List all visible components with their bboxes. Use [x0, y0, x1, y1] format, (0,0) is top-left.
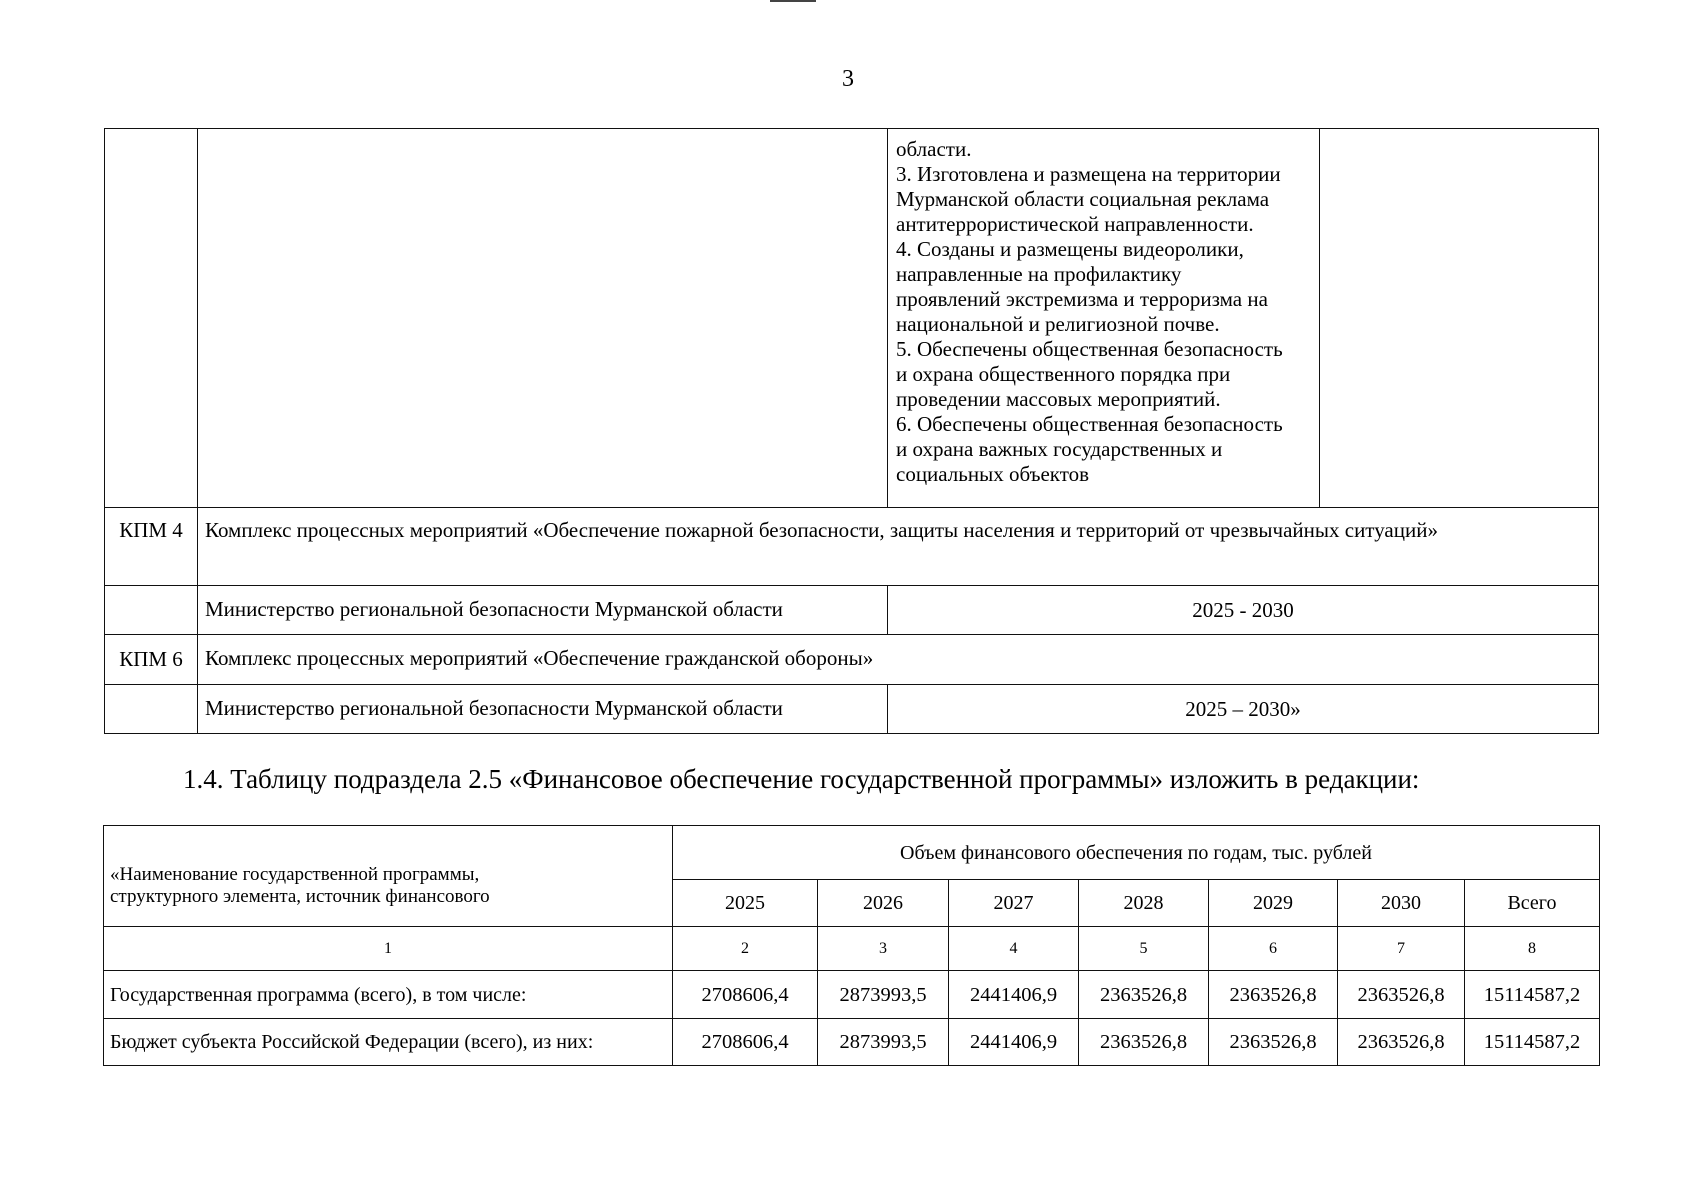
empty-code-cell [105, 586, 198, 635]
result-line: проявлений экстремизма и терроризма на [896, 287, 1268, 311]
instruction-paragraph: 1.4. Таблицу подраздела 2.5 «Финансовое обеспечение государственной программы» изложить в редакции: [183, 764, 1420, 794]
kpm6-title-row [105, 635, 1599, 685]
column-number: 3 [818, 927, 949, 971]
value-cell: 2363526,8 [1209, 1019, 1338, 1066]
empty-code-cell [105, 129, 198, 508]
row-label: Бюджет субъекта Российской Федерации (всего), из них: [104, 1019, 673, 1066]
page-number: 3 [842, 66, 854, 92]
year-header: 2026 [818, 880, 949, 927]
kpm6-code: КПМ 6 [105, 635, 198, 685]
value-cell: 2441406,9 [949, 971, 1079, 1019]
kpm4-responsible: Министерство региональной безопасности Мурманской области [198, 586, 888, 635]
year-header: 2028 [1079, 880, 1209, 927]
value-cell: 2363526,8 [1079, 1019, 1209, 1066]
kpm6-responsible-row [105, 685, 1599, 734]
result-line: проведении массовых мероприятий. [896, 387, 1221, 411]
column-number: 8 [1465, 927, 1600, 971]
year-header: 2029 [1209, 880, 1338, 927]
expected-results-cell [888, 129, 1320, 508]
value-cell: 2363526,8 [1338, 971, 1465, 1019]
empty-title-cell [198, 129, 888, 508]
result-line: и охрана важных государственных и [896, 437, 1223, 461]
finance-header-row-1 [104, 826, 1600, 880]
kpm4-title-row [105, 508, 1599, 586]
empty-link-cell [1320, 129, 1599, 508]
kpm6-responsible: Министерство региональной безопасности Мурманской области [198, 685, 888, 734]
result-line: национальной и религиозной почве. [896, 312, 1220, 336]
kpm6-title: Комплекс процессных мероприятий «Обеспечение гражданской обороны» [198, 635, 1599, 685]
kpm4-responsible-row [105, 586, 1599, 635]
value-cell: 2363526,8 [1209, 971, 1338, 1019]
year-header: 2027 [949, 880, 1079, 927]
column-number-row [104, 927, 1600, 971]
row-label: Государственная программа (всего), в том числе: [104, 971, 673, 1019]
column-number: 2 [673, 927, 818, 971]
kpm4-title: Комплекс процессных мероприятий «Обеспечение пожарной безопасности, защиты населения и территорий от чрезвычайных ситуаций» [198, 508, 1599, 586]
empty-code-cell [105, 685, 198, 734]
result-line: направленные на профилактику [896, 262, 1182, 286]
year-header: 2030 [1338, 880, 1465, 927]
table-row [104, 1019, 1600, 1066]
finance-table [103, 825, 1600, 1066]
total-header: Всего [1465, 880, 1600, 927]
measures-table [104, 128, 1599, 734]
value-cell: 2441406,9 [949, 1019, 1079, 1066]
table-row [104, 971, 1600, 1019]
name-header-line: «Наименование государственной программы, [110, 864, 480, 885]
continuation-row [105, 129, 1599, 508]
total-cell: 15114587,2 [1465, 971, 1600, 1019]
total-cell: 15114587,2 [1465, 1019, 1600, 1066]
funding-group-header: Объем финансового обеспечения по годам, тыс. рублей [673, 826, 1600, 880]
kpm6-period: 2025 – 2030» [888, 685, 1599, 734]
result-line: 4. Созданы и размещены видеоролики, [896, 237, 1244, 261]
kpm4-period: 2025 - 2030 [888, 586, 1599, 635]
result-line: 3. Изготовлена и размещена на территории [896, 162, 1281, 186]
result-line: антитеррористической направленности. [896, 212, 1254, 236]
kpm4-code: КПМ 4 [105, 508, 198, 586]
column-number: 1 [104, 927, 673, 971]
value-cell: 2873993,5 [818, 971, 949, 1019]
column-number: 6 [1209, 927, 1338, 971]
column-number: 7 [1338, 927, 1465, 971]
result-line: и охрана общественного порядка при [896, 362, 1231, 386]
value-cell: 2708606,4 [673, 971, 818, 1019]
column-number: 5 [1079, 927, 1209, 971]
result-line: социальных объектов [896, 462, 1090, 486]
result-line: 6. Обеспечены общественная безопасность [896, 412, 1283, 436]
value-cell: 2873993,5 [818, 1019, 949, 1066]
name-header-line: структурного элемента, источник финансового [110, 886, 490, 907]
result-line: 5. Обеспечены общественная безопасность [896, 337, 1283, 361]
result-line: Мурманской области социальная реклама [896, 187, 1270, 211]
value-cell: 2708606,4 [673, 1019, 818, 1066]
column-number: 4 [949, 927, 1079, 971]
result-line: области. [896, 137, 972, 161]
top-edge-mark [770, 0, 816, 2]
name-column-header [104, 826, 673, 927]
year-header: 2025 [673, 880, 818, 927]
value-cell: 2363526,8 [1079, 971, 1209, 1019]
value-cell: 2363526,8 [1338, 1019, 1465, 1066]
